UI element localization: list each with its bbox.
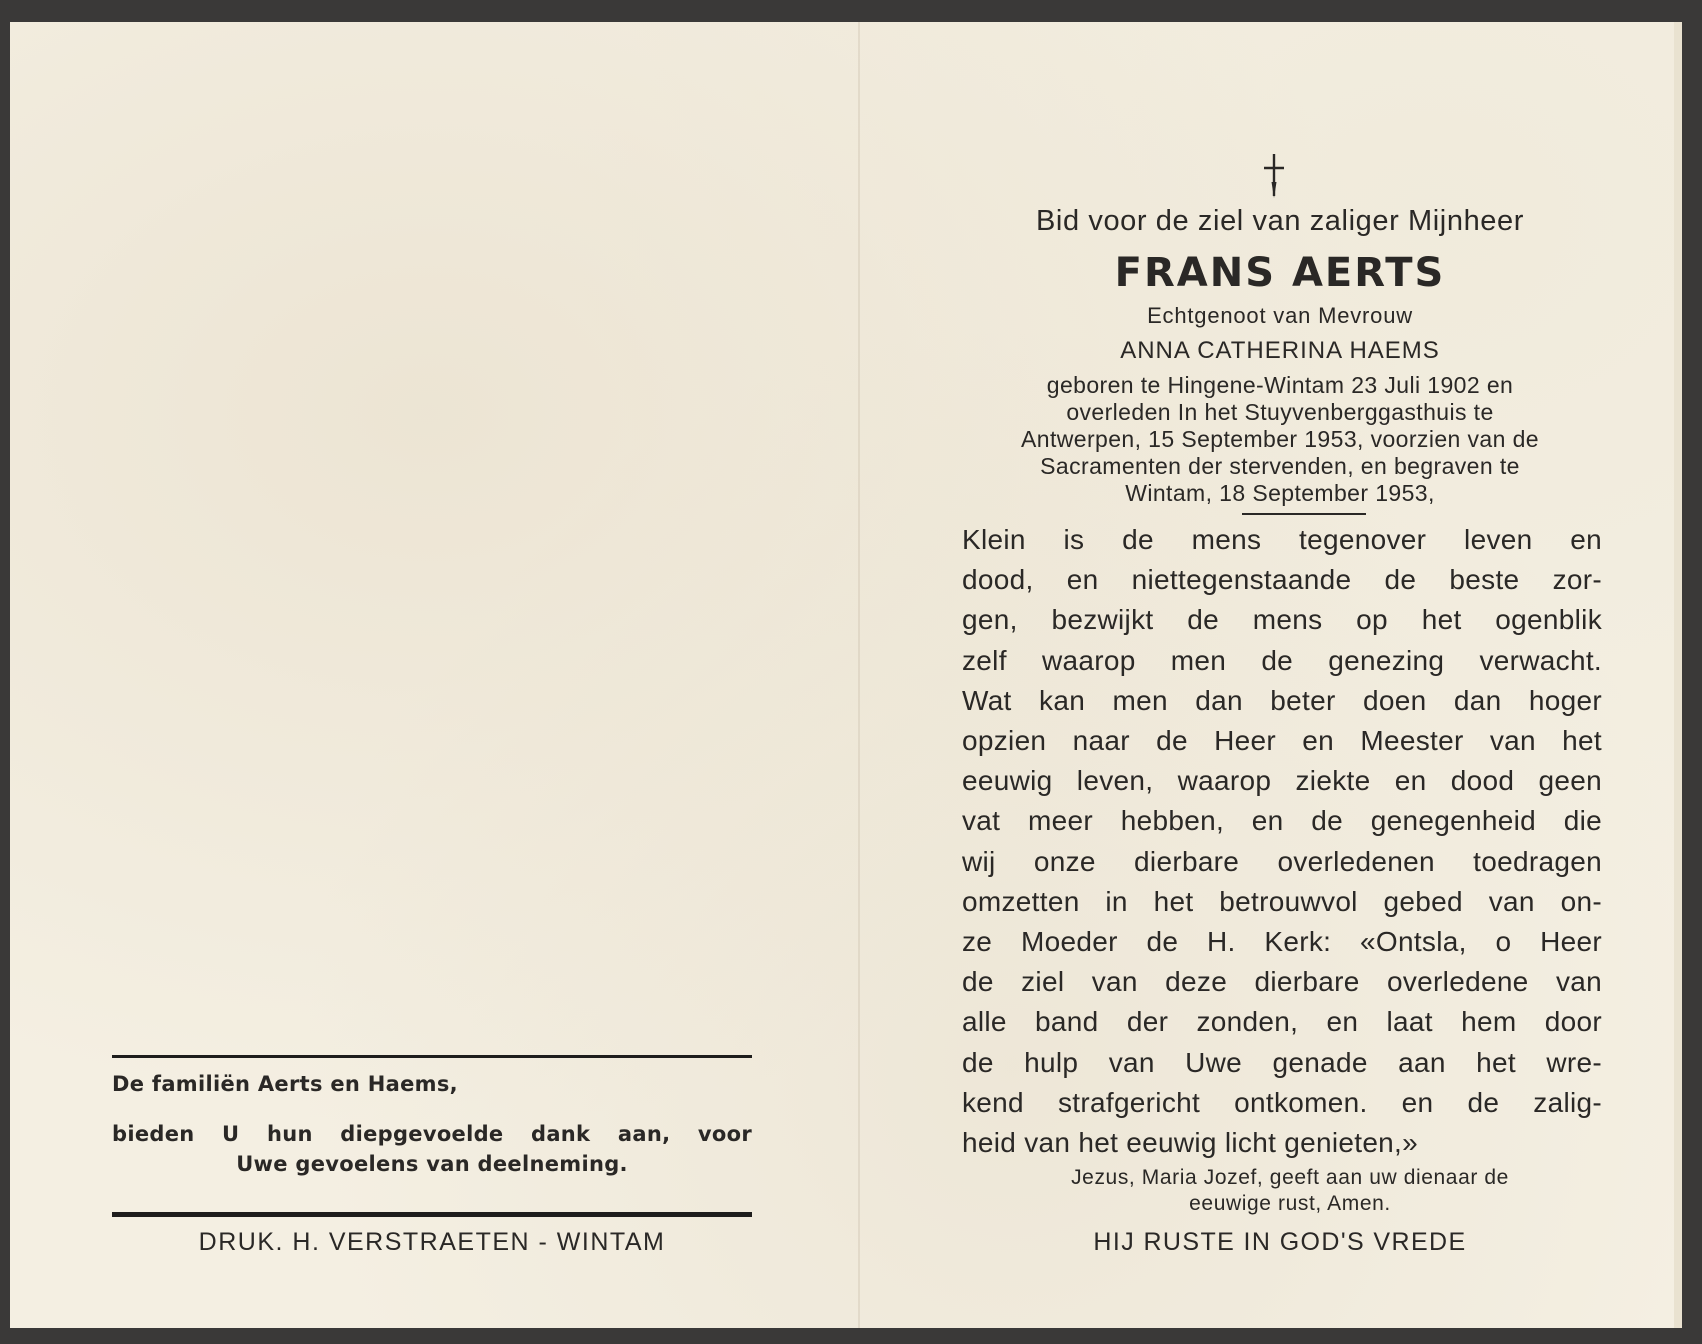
bio-line: Antwerpen, 15 September 1953, voorzien van de xyxy=(1021,426,1539,452)
text-line: vat meer hebben, en de genegenheid die xyxy=(962,805,1602,837)
biography xyxy=(960,372,1600,507)
text-line: kend strafgericht ontkomen. en de zalig- xyxy=(962,1086,1602,1118)
bio-line: Wintam, 18 September 1953, xyxy=(1125,480,1435,506)
thanks-family-line: De familiën Aerts en Haems, xyxy=(112,1072,458,1096)
spouse-name: ANNA CATHERINA HAEMS xyxy=(1120,337,1440,364)
spouse-label: Echtgenoot van Mevrouw xyxy=(1147,303,1413,328)
prayer-line: Jezus, Maria Jozef, geeft aan uw dienaar de xyxy=(1071,1166,1509,1189)
latin-cross-icon xyxy=(1261,152,1287,200)
text-line: Wat kan men dan beter doen dan hoger xyxy=(962,684,1602,716)
deceased-name: FRANS AERTS xyxy=(1114,250,1446,296)
prayer-line: eeuwige rust, Amen. xyxy=(1189,1192,1391,1215)
text-line: Klein is de mens tegenover leven en xyxy=(962,524,1602,555)
rest-in-peace-line: HIJ RUSTE IN GOD'S VREDE xyxy=(1093,1228,1467,1256)
text-line: ze Moeder de H. Kerk: «Ontsla, o Heer xyxy=(962,926,1602,958)
text-line: heid van het eeuwig licht genieten,» xyxy=(962,1127,1419,1159)
reflection-text xyxy=(962,520,1602,1163)
card-edge xyxy=(1674,22,1682,1328)
closing-prayer xyxy=(990,1165,1590,1217)
text-line: alle band der zonden, en laat hem door xyxy=(962,1006,1602,1038)
prayer-intro: Bid voor de ziel van zaliger Mijnheer xyxy=(1035,205,1525,237)
thanks-message-line: bieden U hun diepgevoelde dank aan, voor xyxy=(112,1122,752,1146)
text-line: opzien naar de Heer en Meester van het xyxy=(962,725,1602,757)
thanks-box xyxy=(112,1055,752,1217)
text-line: eeuwig leven, waarop ziekte en dood geen xyxy=(962,765,1602,797)
bio-line: geboren te Hingene-Wintam 23 Juli 1902 en xyxy=(1046,372,1514,398)
text-line: dood, en niettegenstaande de beste zor- xyxy=(962,564,1602,596)
card-fold xyxy=(858,22,860,1328)
text-line: de hulp van Uwe genade aan het wre- xyxy=(962,1046,1602,1078)
text-line: omzetten in het betrouwvol gebed van on- xyxy=(962,885,1602,917)
printer-imprint: DRUK. H. VERSTRAETEN - WINTAM xyxy=(198,1228,666,1256)
text-line: zelf waarop men de genezing verwacht. xyxy=(962,644,1602,676)
thanks-bottom-rule xyxy=(112,1212,752,1217)
text-line: de ziel van deze dierbare overledene van xyxy=(962,966,1602,998)
bio-underline xyxy=(1242,513,1366,515)
text-line: gen, bezwijkt de mens op het ogenblik xyxy=(962,604,1602,636)
thanks-message-line-end: Uwe gevoelens van deelneming. xyxy=(236,1152,628,1176)
bio-line: overleden In het Stuyvenberggasthuis te xyxy=(1066,399,1494,425)
thanks-top-rule xyxy=(112,1055,752,1058)
bio-line: Sacramenten der stervenden, en begraven te xyxy=(1040,453,1520,479)
text-line: wij onze dierbare overledenen toedragen xyxy=(962,845,1602,877)
